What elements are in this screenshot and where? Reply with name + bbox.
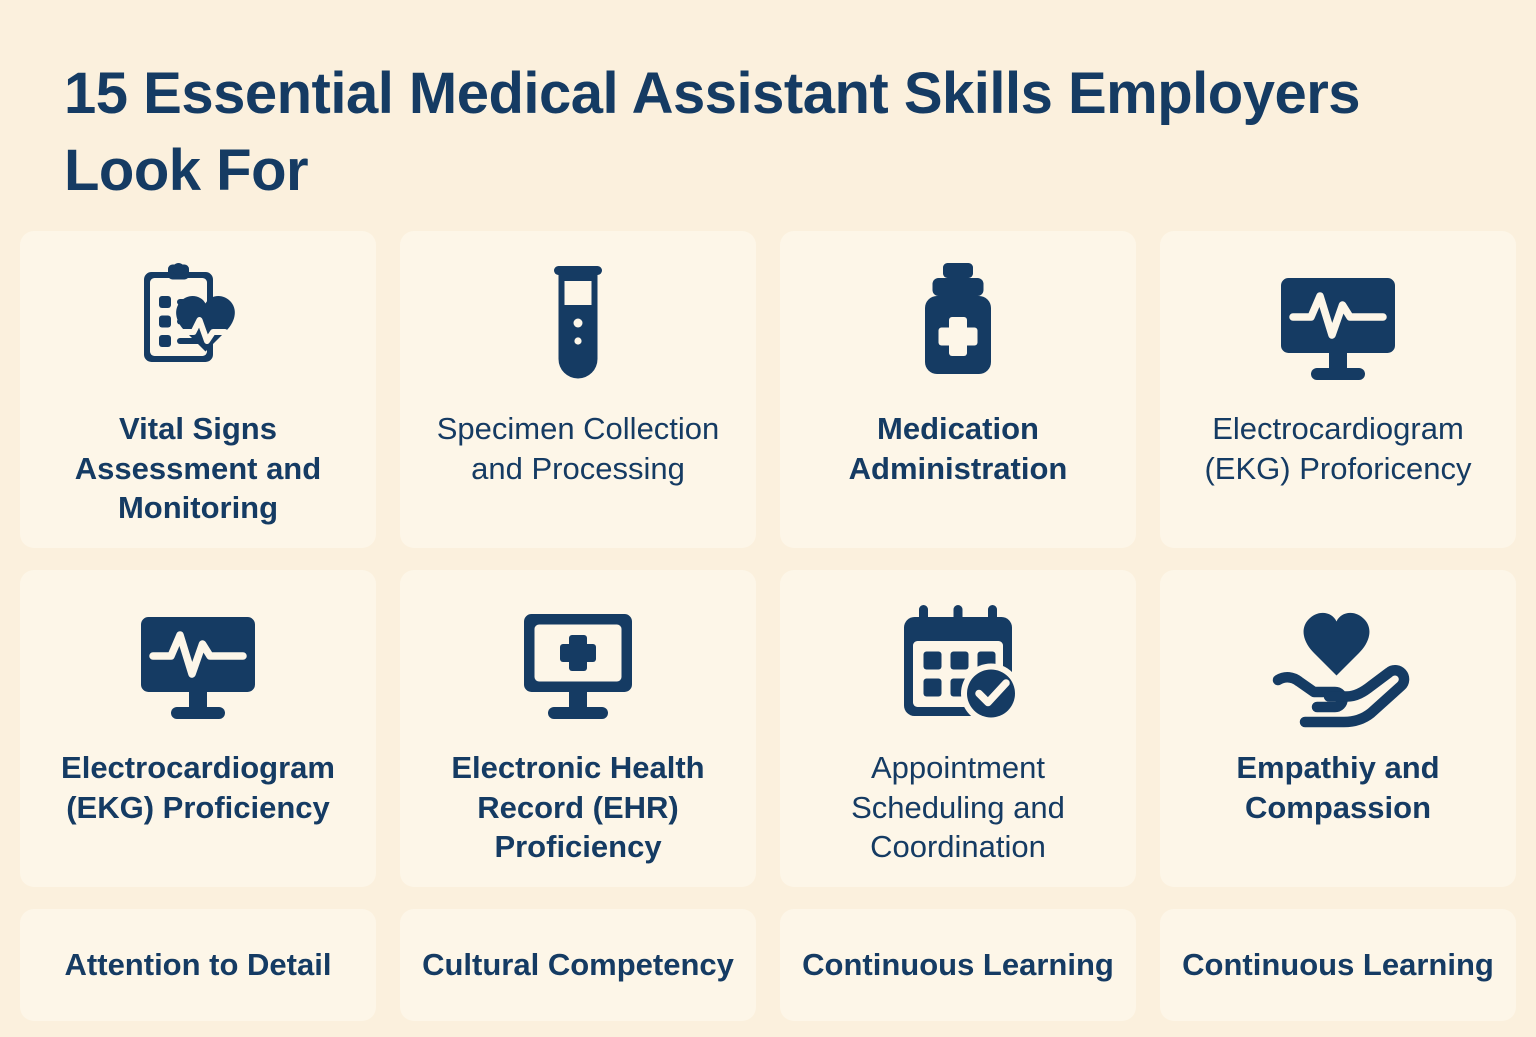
skill-card-ehr-proficiency bbox=[400, 570, 756, 887]
page-title: 15 Essential Medical Assistant Skills Employers Look For bbox=[64, 61, 1361, 203]
skill-label: Appointment Scheduling and Coordination bbox=[851, 750, 1065, 865]
test-tube-icon bbox=[503, 251, 653, 401]
skill-card-attention-to-detail bbox=[20, 909, 376, 1021]
medicine-bottle-icon bbox=[883, 251, 1033, 401]
skill-card-ekg-proficiency-a bbox=[1160, 231, 1516, 548]
skill-card-continuous-learning-a bbox=[780, 909, 1136, 1021]
ekg-monitor-icon bbox=[123, 590, 273, 740]
skill-label: Electrocardiogram (EKG) Proforicency bbox=[1204, 411, 1472, 486]
skill-card-medication-administration bbox=[780, 231, 1136, 548]
skill-card-ekg-proficiency-b bbox=[20, 570, 376, 887]
skills-grid bbox=[0, 209, 1536, 1037]
skill-label: Continuous Learning bbox=[802, 947, 1114, 983]
skill-label: Electrocardiogram (EKG) Proficiency bbox=[61, 750, 335, 825]
skill-label: Medication Administration bbox=[848, 411, 1068, 486]
clipboard-heartbeat-icon bbox=[123, 251, 273, 401]
skill-label: Attention to Detail bbox=[64, 947, 332, 983]
ekg-monitor-icon bbox=[1263, 251, 1413, 401]
skill-label: Cultural Competency bbox=[422, 947, 734, 983]
skill-card-vital-signs bbox=[20, 231, 376, 548]
skill-card-specimen-collection bbox=[400, 231, 756, 548]
skill-card-cultural-competency bbox=[400, 909, 756, 1021]
skill-label: Continuous Learning bbox=[1182, 947, 1494, 983]
computer-cross-icon bbox=[503, 590, 653, 740]
calendar-check-icon bbox=[883, 590, 1033, 740]
skill-label: Specimen Collection and Processing bbox=[436, 411, 720, 486]
heart-in-hand-icon bbox=[1263, 590, 1413, 740]
skill-label: Empathiy and Compassion bbox=[1236, 750, 1440, 825]
skill-card-continuous-learning-b bbox=[1160, 909, 1516, 1021]
skill-label: Vital Signs Assessment and Monitoring bbox=[74, 411, 322, 526]
skill-card-empathy-compassion bbox=[1160, 570, 1516, 887]
skill-card-appointment-scheduling bbox=[780, 570, 1136, 887]
skill-label: Electronic Health Record (EHR) Proficiency bbox=[451, 750, 705, 865]
